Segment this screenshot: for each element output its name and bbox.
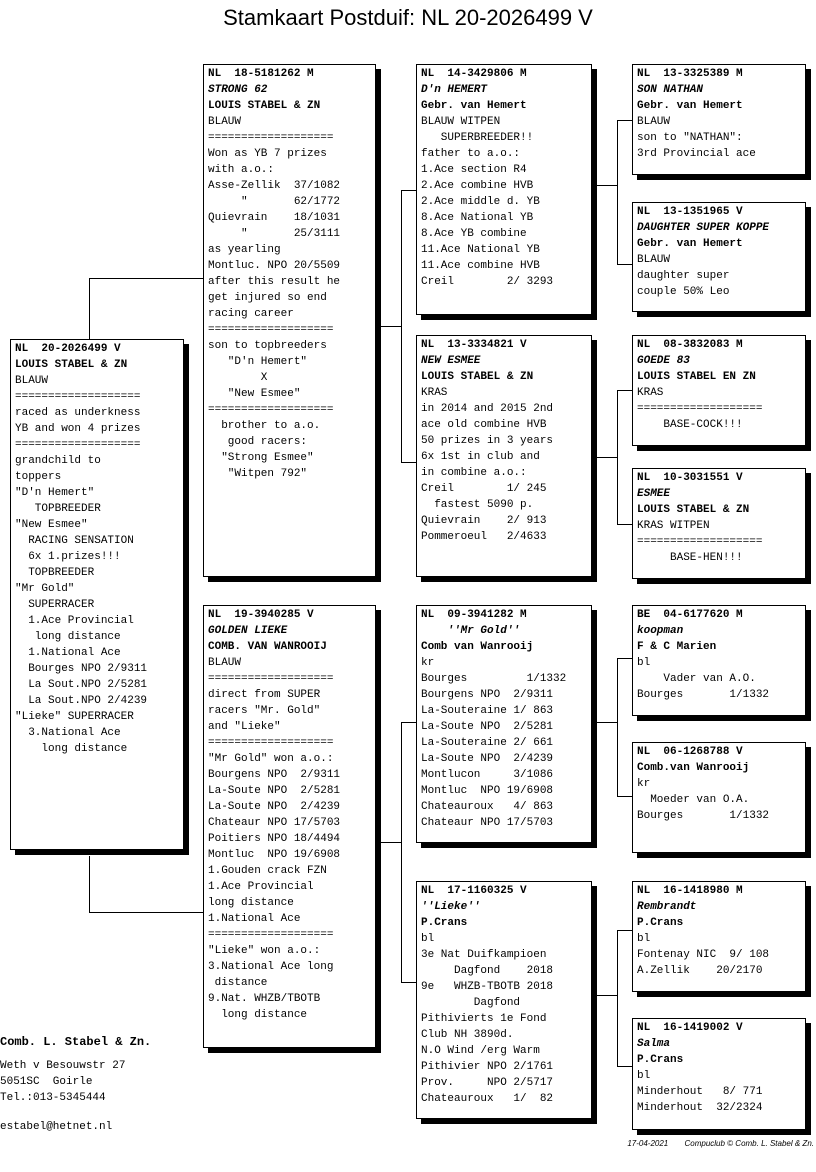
connector-line — [381, 842, 401, 843]
card-line: long distance — [15, 743, 128, 755]
card-line: LOUIS STABEL & ZN — [15, 359, 128, 371]
card-line: F & C Marien — [637, 641, 717, 653]
ring-number: NL 20-2026499 V — [15, 343, 121, 355]
card-line: Gebr. van Hemert — [637, 100, 743, 112]
connector-line — [617, 120, 618, 264]
card-line: "New Esmee" — [15, 519, 88, 531]
card-line: toppers — [15, 471, 62, 483]
card-line: Asse-Zellik 37/1082 — [208, 180, 341, 192]
connector-line — [597, 185, 617, 186]
card-line: brother to a.o. — [208, 420, 321, 432]
ring-number: NL 13-3325389 M — [637, 68, 743, 80]
ring-number: NL 14-3429806 M — [421, 68, 527, 80]
card-line: Gebr. van Hemert — [637, 238, 743, 250]
card-line: =================== — [15, 391, 141, 403]
card-line: ESMEE — [637, 488, 671, 500]
connector-line — [617, 796, 633, 797]
card-line: 1.National Ace — [15, 647, 121, 659]
connector-line — [617, 264, 633, 265]
card-line: BLAUW WITPEN — [421, 116, 501, 128]
card-line: 9e WHZB-TBOTB 2018 — [421, 981, 554, 993]
card-line: LOUIS STABEL & ZN — [208, 100, 321, 112]
card-line: and "Lieke" — [208, 721, 281, 733]
card-line: La-Souteraine 2/ 661 — [421, 737, 554, 749]
card-line: LOUIS STABEL EN ZN — [637, 371, 756, 383]
card-line: Won as YB 7 prizes — [208, 148, 327, 160]
card-line: "Lieke" won a.o.: — [208, 945, 321, 957]
connector-line — [401, 982, 417, 983]
card-line: SUPERRACER — [15, 599, 95, 611]
card-line: 3rd Provincial ace — [637, 148, 756, 160]
card-line: N.O Wind /erg Warm — [421, 1045, 540, 1057]
pigeon-card-sire-dam-dam — [632, 468, 806, 579]
card-line: father to a.o.: — [421, 148, 521, 160]
card-line: KRAS — [421, 387, 448, 399]
ring-number: NL 08-3832083 M — [637, 339, 743, 351]
card-line: Quievrain 2/ 913 — [421, 515, 547, 527]
owner-phone: Tel.:013-5345444 — [0, 1092, 106, 1104]
card-line: kr — [421, 657, 435, 669]
connector-line — [401, 722, 417, 723]
connector-line — [89, 278, 90, 340]
card-line: Salma — [637, 1038, 671, 1050]
card-line: P.Crans — [637, 917, 684, 929]
card-line: Gebr. van Hemert — [421, 100, 527, 112]
card-line: Rembrandt — [637, 901, 697, 913]
card-line: Minderhout 8/ 771 — [637, 1086, 763, 1098]
ring-number: NL 13-3334821 V — [421, 339, 527, 351]
card-line: " 25/3111 — [208, 228, 341, 240]
card-line: Dagfond — [421, 997, 521, 1009]
card-line: Chateauroux 1/ 82 — [421, 1093, 554, 1105]
card-line: BLAUW — [208, 657, 242, 669]
card-line: 11.Ace National YB — [421, 244, 540, 256]
card-line: BASE-HEN!!! — [637, 552, 743, 564]
card-line: =================== — [208, 404, 334, 416]
pigeon-card-dam — [203, 605, 376, 1048]
card-line: 1.Gouden crack FZN — [208, 865, 327, 877]
pigeon-card-dam-sire-sire — [632, 605, 806, 716]
card-line: Bourges NPO 2/9311 — [15, 663, 148, 675]
connector-line — [617, 930, 618, 1066]
card-line: La-Soute NPO 2/4239 — [421, 753, 554, 765]
card-line: "D'n Hemert" — [15, 487, 95, 499]
ring-number: NL 16-1419002 V — [637, 1022, 743, 1034]
card-line: direct from SUPER — [208, 689, 321, 701]
card-line: son to "NATHAN": — [637, 132, 743, 144]
card-line: STRONG 62 — [208, 84, 268, 96]
card-line: =================== — [15, 439, 141, 451]
card-line: 6x 1.prizes!!! — [15, 551, 121, 563]
card-line: koopman — [637, 625, 684, 637]
card-line: La-Soute NPO 2/5281 — [208, 785, 341, 797]
connector-line — [617, 658, 633, 659]
card-line: racers "Mr. Gold" — [208, 705, 321, 717]
card-line: =================== — [208, 737, 334, 749]
card-line: P.Crans — [421, 917, 468, 929]
card-line: Pommeroeul 2/4633 — [421, 531, 547, 543]
card-line: LOUIS STABEL & ZN — [637, 504, 750, 516]
ring-number: NL 13-1351965 V — [637, 206, 743, 218]
card-line: "New Esmee" — [208, 388, 301, 400]
owner-info — [0, 1034, 151, 1135]
card-line: NEW ESMEE — [421, 355, 481, 367]
pigeon-card-dam-sire — [416, 605, 592, 843]
page-title: Stamkaart Postduif: NL 20-2026499 V — [223, 5, 593, 30]
connector-line — [617, 930, 633, 931]
card-line: COMB. VAN WANROOIJ — [208, 641, 327, 653]
owner-name: Comb. L. Stabel & Zn. — [0, 1035, 152, 1049]
card-line: Poitiers NPO 18/4494 — [208, 833, 341, 845]
card-line: TOPBREEDER — [15, 567, 95, 579]
card-line: grandchild to — [15, 455, 101, 467]
card-line: Vader van A.O. — [637, 673, 756, 685]
card-line: after this result he — [208, 276, 341, 288]
card-line: bl — [637, 657, 651, 669]
card-line: GOEDE 83 — [637, 355, 690, 367]
card-line: 2.Ace combine HVB — [421, 180, 534, 192]
card-line: long distance — [15, 631, 121, 643]
card-line: A.Zellik 20/2170 — [637, 965, 763, 977]
card-line: =================== — [637, 536, 763, 548]
card-line: La-Souteraine 1/ 863 — [421, 705, 554, 717]
card-line: as yearling — [208, 244, 281, 256]
card-line: Creil 1/ 245 — [421, 483, 547, 495]
pigeon-card-dam-dam-sire — [632, 881, 806, 992]
owner-address-street: Weth v Besouwstr 27 — [0, 1060, 126, 1072]
card-line: fastest 5090 p. — [421, 499, 534, 511]
connector-line — [89, 912, 204, 913]
connector-line — [597, 722, 617, 723]
card-line: raced as underkness — [15, 407, 141, 419]
card-line: Montluc NPO 19/6908 — [208, 849, 341, 861]
card-line: Pithivierts 1e Fond — [421, 1013, 547, 1025]
card-line: Club NH 3890d. — [421, 1029, 514, 1041]
card-line: bl — [637, 1070, 651, 1082]
card-line: BLAUW — [15, 375, 49, 387]
card-line: 8.Ace YB combine — [421, 228, 527, 240]
owner-email[interactable]: estabel@hetnet.nl — [0, 1121, 113, 1133]
ring-number: NL 19-3940285 V — [208, 609, 314, 621]
card-line: " 62/1772 — [208, 196, 341, 208]
card-line: La Sout.NPO 2/5281 — [15, 679, 148, 691]
card-line: Bourges 1/1332 — [421, 673, 567, 685]
card-line: La-Soute NPO 2/4239 — [208, 801, 341, 813]
card-line: 50 prizes in 3 years — [421, 435, 554, 447]
card-line: "Mr Gold" won a.o.: — [208, 753, 334, 765]
pigeon-card-sire-dam-sire — [632, 335, 806, 446]
ring-number: NL 17-1160325 V — [421, 885, 527, 897]
card-line: =================== — [637, 403, 763, 415]
pigeon-card-dam-dam — [416, 881, 592, 1119]
card-line: "Strong Esmee" — [208, 452, 314, 464]
card-line: long distance — [208, 897, 294, 909]
card-line: =================== — [208, 132, 334, 144]
card-line: bl — [637, 933, 651, 945]
card-line: Bourges 1/1332 — [637, 689, 770, 701]
card-line: =================== — [208, 673, 334, 685]
card-line: Chateaur NPO 17/5703 — [208, 817, 341, 829]
card-line: Quievrain 18/1031 — [208, 212, 341, 224]
card-line: YB and won 4 prizes — [15, 423, 141, 435]
card-line: "Witpen 792" — [208, 468, 308, 480]
card-line: Fontenay NIC 9/ 108 — [637, 949, 770, 961]
connector-line — [617, 1066, 633, 1067]
card-line: kr — [637, 778, 651, 790]
card-line: SUPERBREEDER!! — [421, 132, 534, 144]
connector-line — [401, 722, 402, 982]
card-line: 1.Ace Provincial — [15, 615, 134, 627]
card-line: SON NATHAN — [637, 84, 704, 96]
connector-line — [617, 390, 633, 391]
card-line: 8.Ace National YB — [421, 212, 534, 224]
card-line: Dagfond 2018 — [421, 965, 554, 977]
card-line: KRAS — [637, 387, 664, 399]
card-line: BLAUW — [637, 254, 671, 266]
footer-date: 17-04-2021 — [627, 1139, 669, 1148]
card-line: =================== — [208, 324, 334, 336]
card-line: in combine a.o.: — [421, 467, 527, 479]
connector-line — [89, 278, 204, 279]
connector-line — [597, 995, 617, 996]
pigeon-card-sire-sire-sire — [632, 64, 806, 175]
card-line: Chateauroux 4/ 863 — [421, 801, 554, 813]
card-line: BLAUW — [637, 116, 671, 128]
pigeon-card-dam-dam-dam — [632, 1018, 806, 1130]
ring-number: NL 09-3941282 M — [421, 609, 527, 621]
card-line: daughter super — [637, 270, 730, 282]
card-line: BASE-COCK!!! — [637, 419, 743, 431]
card-line: Prov. NPO 2/5717 — [421, 1077, 554, 1089]
connector-line — [617, 524, 633, 525]
connector-line — [381, 326, 401, 327]
ring-number: NL 10-3031551 V — [637, 472, 743, 484]
card-line: 9.Nat. WHZB/TBOTB — [208, 993, 321, 1005]
card-line: Comb van Wanrooij — [421, 641, 534, 653]
card-line: racing career — [208, 308, 294, 320]
ring-number: NL 16-1418980 M — [637, 885, 743, 897]
connector-line — [401, 462, 417, 463]
card-line: 3e Nat Duifkampioen — [421, 949, 547, 961]
card-line: Creil 2/ 3293 — [421, 276, 554, 288]
connector-line — [401, 190, 402, 462]
card-line: DAUGHTER SUPER KOPPE — [637, 222, 770, 234]
card-line: RACING SENSATION — [15, 535, 134, 547]
footer — [613, 1139, 814, 1148]
connector-line — [89, 856, 90, 912]
connector-line — [401, 190, 417, 191]
card-line: distance — [208, 977, 268, 989]
card-line: Pithivier NPO 2/1761 — [421, 1061, 554, 1073]
card-line: Moeder van O.A. — [637, 794, 750, 806]
pigeon-card-sire-dam — [416, 335, 592, 577]
card-line: KRAS WITPEN — [637, 520, 710, 532]
card-line: 1.Ace Provincial — [208, 881, 314, 893]
card-line: bl — [421, 933, 435, 945]
card-line: 3.National Ace long — [208, 961, 334, 973]
card-line: GOLDEN LIEKE — [208, 625, 288, 637]
card-line: 6x 1st in club and — [421, 451, 540, 463]
card-line: La Sout.NPO 2/4239 — [15, 695, 148, 707]
card-line: D'n HEMERT — [421, 84, 488, 96]
card-line: in 2014 and 2015 2nd — [421, 403, 554, 415]
card-line: ''Mr Gold'' — [421, 625, 521, 637]
owner-address-city: 5051SC Goirle — [0, 1076, 93, 1088]
card-line: good racers: — [208, 436, 308, 448]
card-line: ace old combine HVB — [421, 419, 547, 431]
card-line: 1.National Ace — [208, 913, 301, 925]
card-line: Comb.van Wanrooij — [637, 762, 750, 774]
card-line: couple 50% Leo — [637, 286, 730, 298]
ring-number: BE 04-6177620 M — [637, 609, 743, 621]
card-line: TOPBREEDER — [15, 503, 101, 515]
card-line: X — [208, 372, 268, 384]
card-line: 11.Ace combine HVB — [421, 260, 540, 272]
card-line: Bourgens NPO 2/9311 — [208, 769, 341, 781]
card-line: 1.Ace section R4 — [421, 164, 527, 176]
card-line: LOUIS STABEL & ZN — [421, 371, 534, 383]
card-line: P.Crans — [637, 1054, 684, 1066]
connector-line — [617, 390, 618, 524]
pigeon-card-sire-sire — [416, 64, 592, 315]
connector-line — [597, 457, 617, 458]
card-line: =================== — [208, 929, 334, 941]
ring-number: NL 06-1268788 V — [637, 746, 743, 758]
card-line: get injured so end — [208, 292, 327, 304]
card-line: Montluc. NPO 20/5509 — [208, 260, 341, 272]
pigeon-card-sire — [203, 64, 376, 577]
card-line: son to topbreeders — [208, 340, 327, 352]
footer-credit: Compuclub © Comb. L. Stabel & Zn. — [684, 1139, 814, 1148]
card-line: ''Lieke'' — [421, 901, 481, 913]
card-line: 3.National Ace — [15, 727, 121, 739]
card-line: Minderhout 32/2324 — [637, 1102, 763, 1114]
pigeon-card-subject — [10, 339, 184, 850]
connector-line — [617, 120, 633, 121]
ring-number: NL 18-5181262 M — [208, 68, 314, 80]
card-line: 2.Ace middle d. YB — [421, 196, 540, 208]
connector-line — [617, 658, 618, 796]
card-line: "D'n Hemert" — [208, 356, 308, 368]
card-line: with a.o.: — [208, 164, 275, 176]
pigeon-card-sire-sire-dam — [632, 202, 806, 312]
card-line: BLAUW — [208, 116, 242, 128]
card-line: "Mr Gold" — [15, 583, 75, 595]
card-line: Montlucon 3/1086 — [421, 769, 554, 781]
card-line: Chateaur NPO 17/5703 — [421, 817, 554, 829]
card-line: long distance — [208, 1009, 308, 1021]
card-line: "Lieke" SUPERRACER — [15, 711, 134, 723]
card-line: La-Soute NPO 2/5281 — [421, 721, 554, 733]
card-line: Bourges 1/1332 — [637, 810, 770, 822]
card-line: Montluc NPO 19/6908 — [421, 785, 554, 797]
pigeon-card-dam-sire-dam — [632, 742, 806, 853]
card-line: Bourgens NPO 2/9311 — [421, 689, 554, 701]
